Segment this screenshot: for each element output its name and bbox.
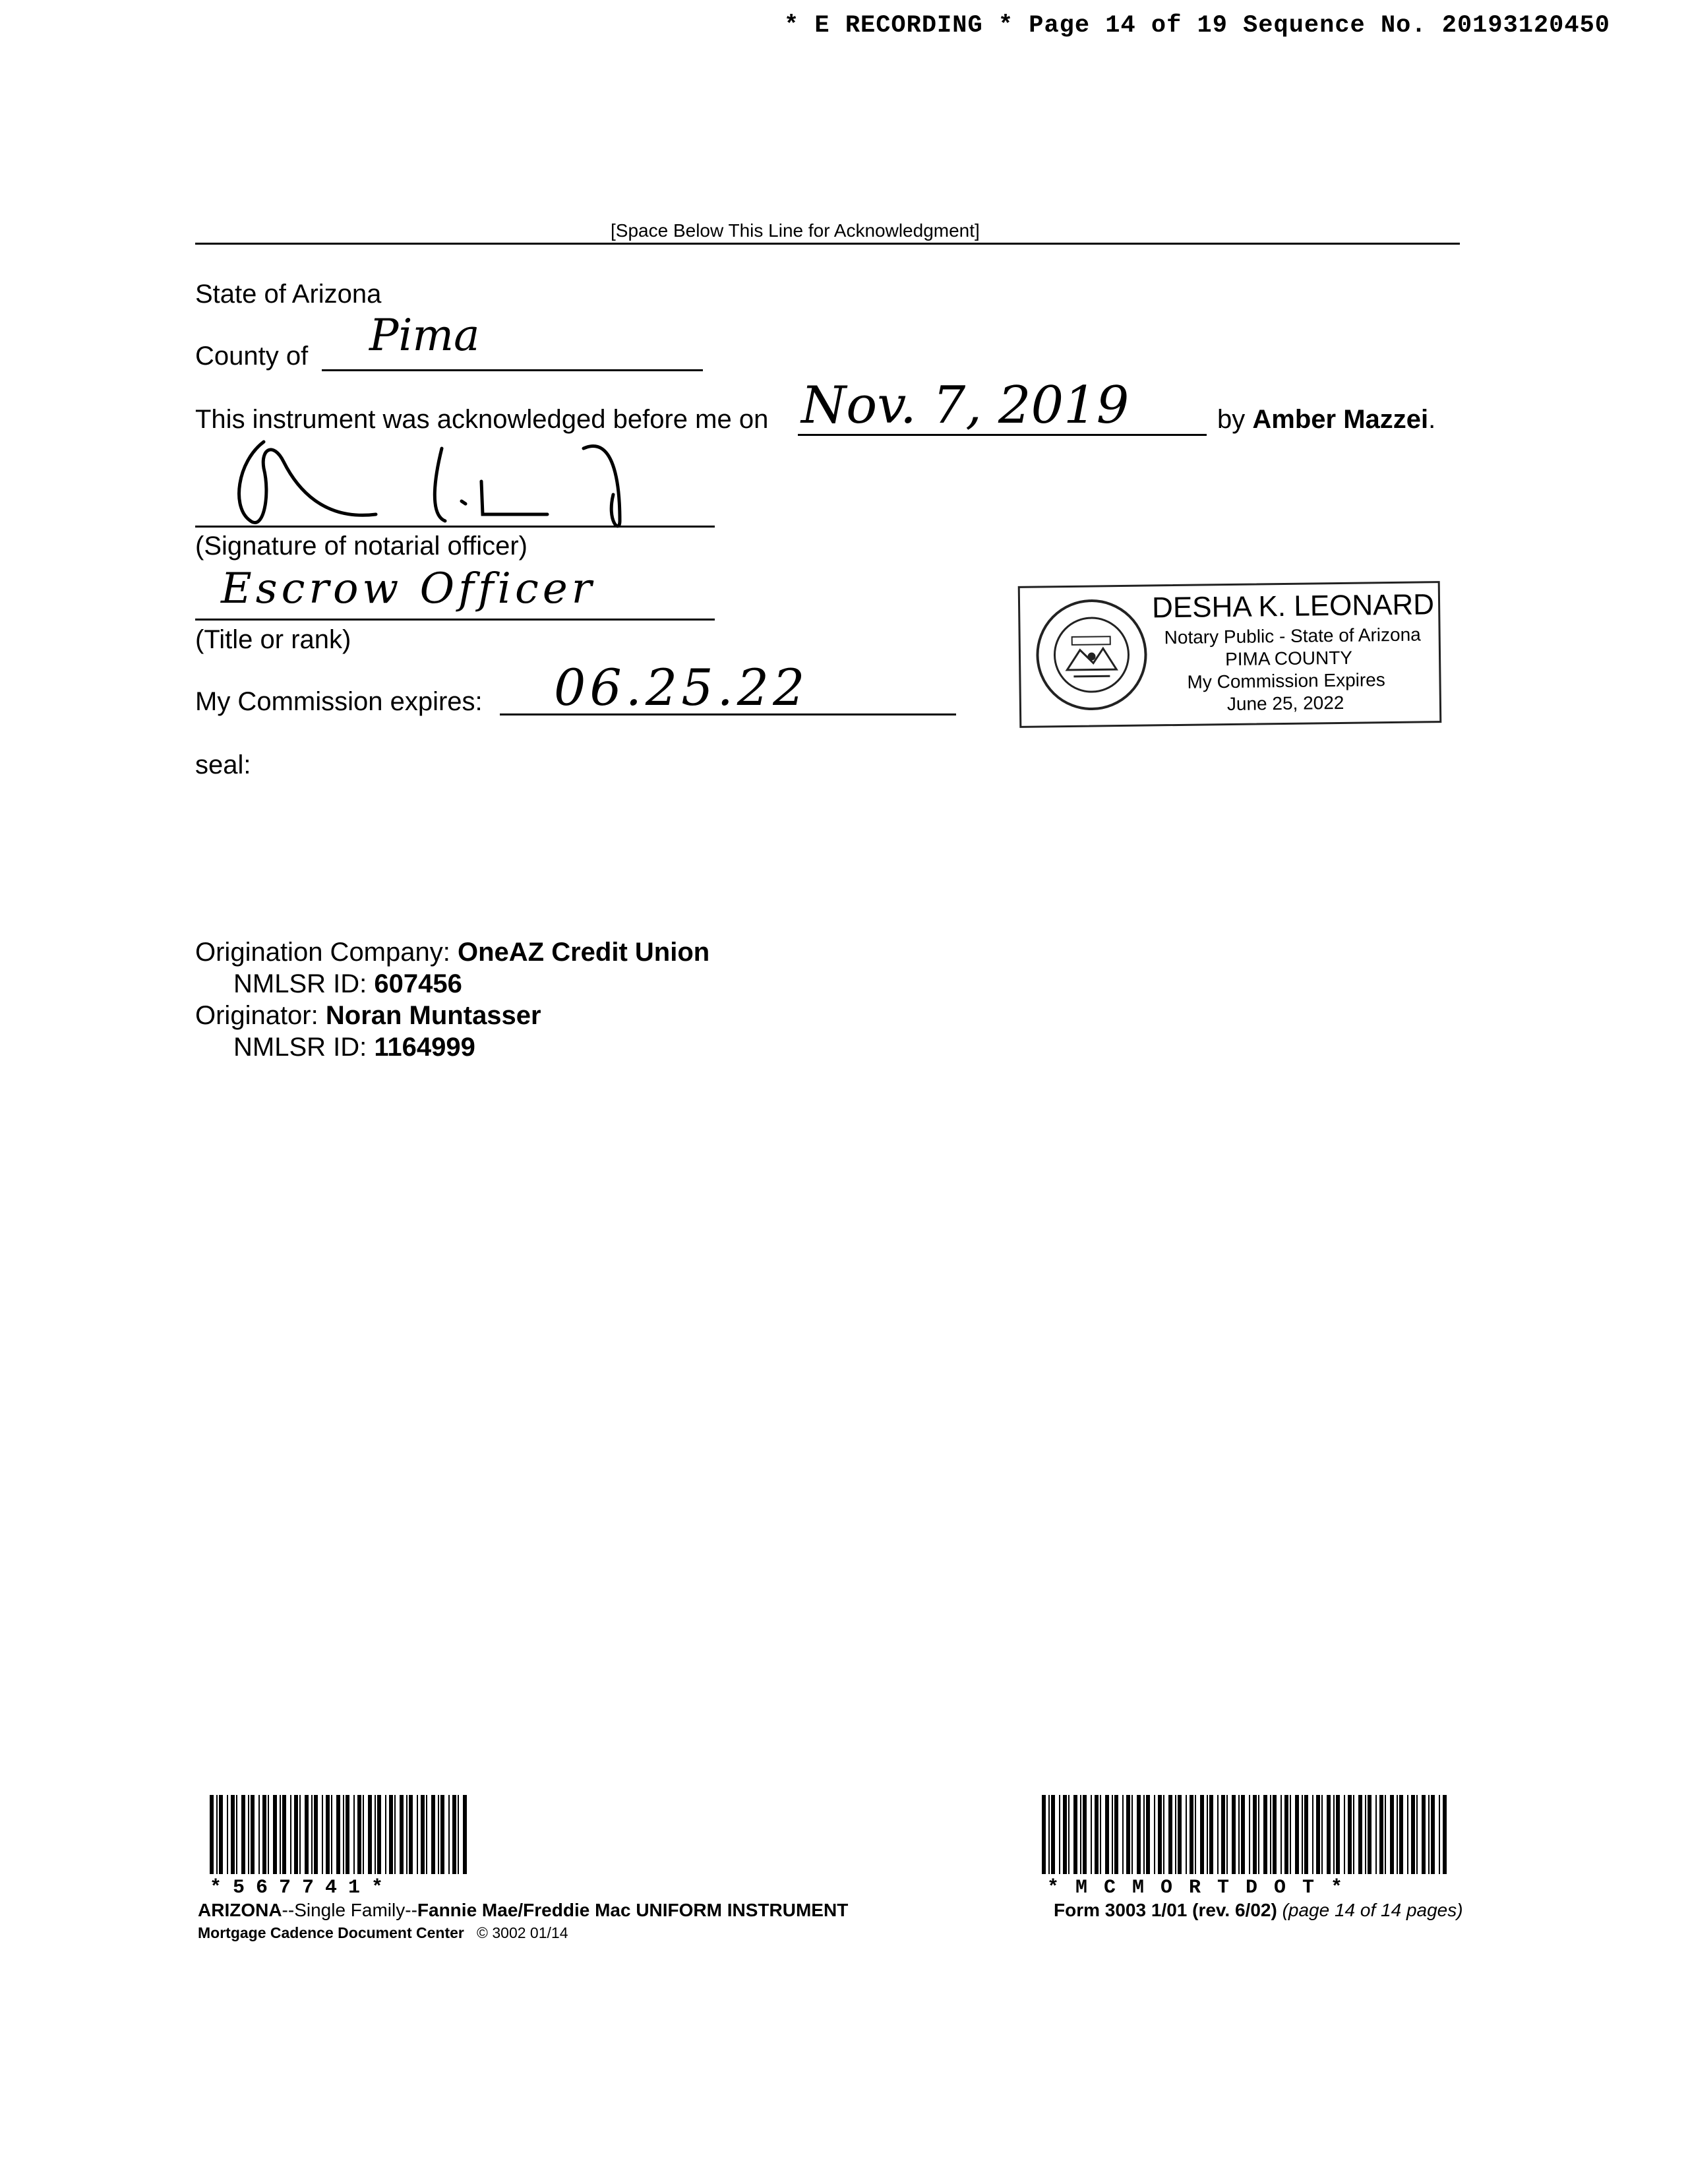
origination-company-value: OneAZ Credit Union <box>457 938 710 967</box>
instrument-by: by Amber Mazzei. <box>1217 405 1436 434</box>
originator-value: Noran Muntasser <box>325 1001 541 1030</box>
notary-signature <box>224 422 699 541</box>
origination-company-nmlsr <box>233 968 462 1000</box>
originator-nmlsr <box>233 1031 475 1063</box>
instrument-text: This instrument was acknowledged before me on <box>195 405 769 434</box>
instrument-by-word: by <box>1217 405 1246 434</box>
signature-underline <box>195 526 715 528</box>
signature-caption: (Signature of notarial officer) <box>195 531 528 561</box>
footer-doc-center: Mortgage Cadence Document Center <box>198 1924 464 1941</box>
commission-value: 06.25.22 <box>554 658 809 717</box>
seal-label: seal: <box>195 750 251 779</box>
stamp-line3: My Commission Expires <box>1187 669 1385 692</box>
county-value: Pima <box>369 310 480 361</box>
footer-left-line1 <box>198 1899 848 1922</box>
county-underline <box>322 369 703 371</box>
title-caption: (Title or rank) <box>195 625 351 654</box>
barcode-left-text: *567741* <box>210 1877 395 1899</box>
company-nmlsr-value: 607456 <box>374 969 462 998</box>
footer-arizona: ARIZONA <box>198 1900 282 1920</box>
stamp-name: DESHA K. LEONARD <box>1151 588 1435 624</box>
footer-form-code: © 3002 01/14 <box>477 1924 568 1941</box>
notary-stamp <box>1018 581 1442 728</box>
originator-nmlsr-value: 1164999 <box>374 1033 475 1062</box>
stamp-line4: June 25, 2022 <box>1226 692 1344 715</box>
commission-underline <box>500 713 956 715</box>
county-label: County of <box>195 342 309 371</box>
footer-form-number: Form 3003 1/01 (rev. 6/02) <box>1054 1900 1277 1920</box>
footer-page-count: (page 14 of 14 pages) <box>1282 1900 1463 1920</box>
barcode-left <box>210 1795 467 1874</box>
footer-right-line <box>1054 1899 1463 1922</box>
commission-label: My Commission expires: <box>195 687 483 716</box>
barcode-right <box>1042 1795 1449 1874</box>
title-underline <box>195 619 715 621</box>
footer-uniform-instrument: Fannie Mae/Freddie Mac UNIFORM INSTRUMENT <box>417 1900 849 1920</box>
title-value: Escrow Officer <box>221 564 596 613</box>
instrument-name: Amber Mazzei <box>1252 405 1429 434</box>
footer-single-family: --Single Family-- <box>282 1900 417 1920</box>
instrument-date-underline <box>798 434 1207 436</box>
company-nmlsr-label: NMLSR ID: <box>233 969 367 998</box>
origination-company-label: Origination Company: <box>195 938 450 967</box>
stamp-line2: PIMA COUNTY <box>1224 647 1353 670</box>
origination-company <box>195 936 709 968</box>
barcode-right-text: *MCMORTDOT* <box>1047 1877 1360 1899</box>
acknowledgment-rule <box>195 243 1460 245</box>
arizona-seal-icon <box>1033 596 1150 713</box>
acknowledgment-caption: [Space Below This Line for Acknowledgment] <box>611 220 980 241</box>
stamp-line1: Notary Public - State of Arizona <box>1164 624 1421 648</box>
state-label: State of Arizona <box>195 280 382 309</box>
originator-label: Originator: <box>195 1001 318 1030</box>
recording-header: * E RECORDING * Page 14 of 19 Sequence No. 20193120450 <box>784 12 1610 40</box>
instrument-date: Nov. 7, 2019 <box>801 376 1130 435</box>
originator-nmlsr-label: NMLSR ID: <box>233 1033 367 1062</box>
footer-left-line2 <box>198 1924 568 1942</box>
originator <box>195 1000 541 1031</box>
